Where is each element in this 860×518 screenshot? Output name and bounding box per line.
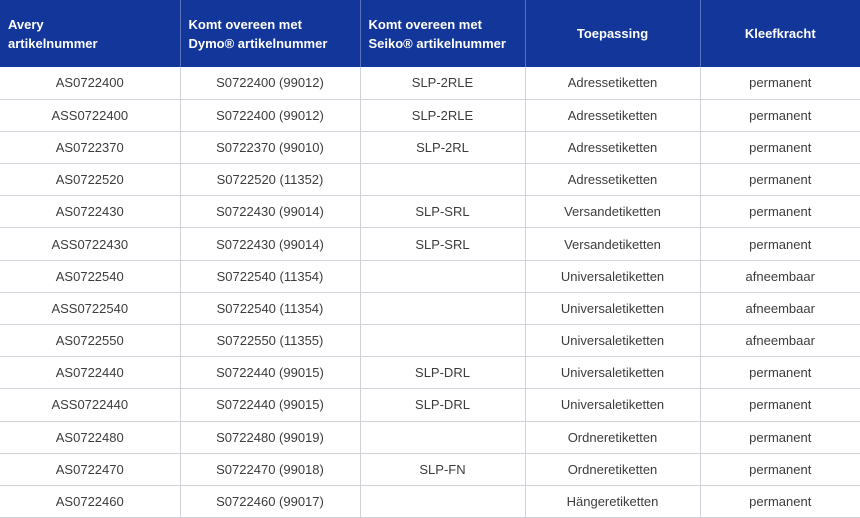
avery-number-cell: AS0722430 — [0, 196, 180, 228]
avery-number-cell: AS0722550 — [0, 325, 180, 357]
application-cell: Ordneretiketten — [525, 453, 700, 485]
avery-number-cell: AS0722540 — [0, 260, 180, 292]
application-cell: Adressetiketten — [525, 67, 700, 99]
adhesion-cell: permanent — [700, 485, 860, 517]
adhesion-cell: permanent — [700, 196, 860, 228]
application-cell: Versandetiketten — [525, 196, 700, 228]
adhesion-cell: permanent — [700, 99, 860, 131]
adhesion-cell: permanent — [700, 131, 860, 163]
header-seiko-article-number: Komt overeen met Seiko® artikelnummer — [360, 0, 525, 67]
application-cell: Universaletiketten — [525, 389, 700, 421]
table-row — [0, 196, 860, 228]
dymo-number-cell: S0722430 (99014) — [180, 228, 360, 260]
table-body — [0, 67, 860, 518]
header-application: Toepassing — [525, 0, 700, 67]
seiko-number-cell — [360, 292, 525, 324]
application-cell: Universaletiketten — [525, 357, 700, 389]
application-cell: Adressetiketten — [525, 131, 700, 163]
dymo-number-cell: S0722460 (99017) — [180, 485, 360, 517]
adhesion-cell: permanent — [700, 421, 860, 453]
adhesion-cell: afneembaar — [700, 260, 860, 292]
table-row — [0, 292, 860, 324]
avery-number-cell: AS0722400 — [0, 67, 180, 99]
seiko-number-cell — [360, 164, 525, 196]
seiko-number-cell: SLP-2RL — [360, 131, 525, 163]
application-cell: Versandetiketten — [525, 228, 700, 260]
table-row — [0, 228, 860, 260]
seiko-number-cell: SLP-2RLE — [360, 99, 525, 131]
application-cell: Universaletiketten — [525, 260, 700, 292]
adhesion-cell: afneembaar — [700, 292, 860, 324]
application-cell: Adressetiketten — [525, 164, 700, 196]
avery-number-cell: AS0722520 — [0, 164, 180, 196]
seiko-number-cell — [360, 485, 525, 517]
table-row — [0, 164, 860, 196]
dymo-number-cell: S0722430 (99014) — [180, 196, 360, 228]
application-cell: Ordneretiketten — [525, 421, 700, 453]
table-row — [0, 421, 860, 453]
table-row — [0, 485, 860, 517]
dymo-number-cell: S0722550 (11355) — [180, 325, 360, 357]
header-avery-article-number: Avery artikelnummer — [0, 0, 180, 67]
dymo-number-cell: S0722400 (99012) — [180, 67, 360, 99]
adhesion-cell: permanent — [700, 357, 860, 389]
dymo-number-cell: S0722540 (11354) — [180, 260, 360, 292]
seiko-number-cell: SLP-SRL — [360, 196, 525, 228]
header-row — [0, 0, 860, 67]
seiko-number-cell — [360, 260, 525, 292]
dymo-number-cell: S0722480 (99019) — [180, 421, 360, 453]
table-row — [0, 325, 860, 357]
avery-number-cell: AS0722480 — [0, 421, 180, 453]
table-row — [0, 357, 860, 389]
application-cell: Universaletiketten — [525, 325, 700, 357]
seiko-number-cell: SLP-DRL — [360, 357, 525, 389]
adhesion-cell: afneembaar — [700, 325, 860, 357]
avery-number-cell: ASS0722400 — [0, 99, 180, 131]
seiko-number-cell — [360, 325, 525, 357]
avery-number-cell: ASS0722540 — [0, 292, 180, 324]
adhesion-cell: permanent — [700, 228, 860, 260]
table-row — [0, 99, 860, 131]
table-row — [0, 260, 860, 292]
seiko-number-cell: SLP-DRL — [360, 389, 525, 421]
dymo-number-cell: S0722440 (99015) — [180, 357, 360, 389]
avery-number-cell: AS0722370 — [0, 131, 180, 163]
seiko-number-cell: SLP-SRL — [360, 228, 525, 260]
avery-number-cell: ASS0722440 — [0, 389, 180, 421]
table-row — [0, 453, 860, 485]
avery-number-cell: AS0722440 — [0, 357, 180, 389]
adhesion-cell: permanent — [700, 67, 860, 99]
dymo-number-cell: S0722540 (11354) — [180, 292, 360, 324]
table-header — [0, 0, 860, 67]
seiko-number-cell: SLP-2RLE — [360, 67, 525, 99]
dymo-number-cell: S0722370 (99010) — [180, 131, 360, 163]
adhesion-cell: permanent — [700, 453, 860, 485]
table-row — [0, 389, 860, 421]
seiko-number-cell: SLP-FN — [360, 453, 525, 485]
dymo-number-cell: S0722400 (99012) — [180, 99, 360, 131]
table-row — [0, 67, 860, 99]
adhesion-cell: permanent — [700, 164, 860, 196]
application-cell: Hängeretiketten — [525, 485, 700, 517]
header-adhesion: Kleefkracht — [700, 0, 860, 67]
avery-number-cell: AS0722470 — [0, 453, 180, 485]
dymo-number-cell: S0722440 (99015) — [180, 389, 360, 421]
dymo-number-cell: S0722520 (11352) — [180, 164, 360, 196]
header-dymo-article-number: Komt overeen met Dymo® artikelnummer — [180, 0, 360, 67]
avery-number-cell: ASS0722430 — [0, 228, 180, 260]
seiko-number-cell — [360, 421, 525, 453]
application-cell: Adressetiketten — [525, 99, 700, 131]
adhesion-cell: permanent — [700, 389, 860, 421]
dymo-number-cell: S0722470 (99018) — [180, 453, 360, 485]
table-row — [0, 131, 860, 163]
avery-number-cell: AS0722460 — [0, 485, 180, 517]
application-cell: Universaletiketten — [525, 292, 700, 324]
